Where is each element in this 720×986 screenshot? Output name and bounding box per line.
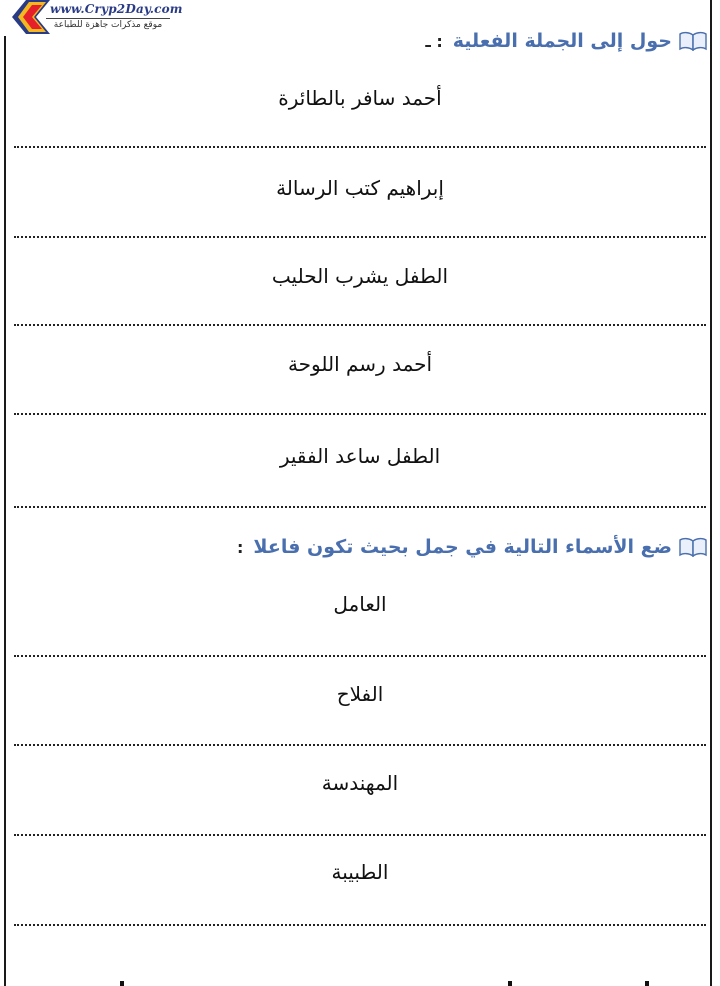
answer-line-1[interactable] bbox=[14, 146, 706, 148]
open-book-icon bbox=[678, 537, 708, 557]
section2-item-1: العامل bbox=[333, 592, 387, 616]
answer-line-2[interactable] bbox=[14, 236, 706, 238]
section2-heading bbox=[237, 536, 708, 558]
answer-line-6[interactable] bbox=[14, 655, 706, 657]
site-logo[interactable] bbox=[0, 0, 200, 36]
section1-title: حول إلى الجملة الفعلية bbox=[452, 30, 672, 52]
section1-item-3: الطفل يشرب الحليب bbox=[271, 264, 449, 288]
bottom-cutoff-marks bbox=[0, 980, 720, 986]
section1-item-2: إبراهيم كتب الرسالة bbox=[276, 176, 444, 200]
bottom-mark bbox=[508, 981, 512, 986]
open-book-icon bbox=[678, 31, 708, 51]
section1-item-5: الطفل ساعد الفقير bbox=[279, 444, 441, 468]
answer-line-3[interactable] bbox=[14, 324, 706, 326]
answer-line-4[interactable] bbox=[14, 413, 706, 415]
answer-line-5[interactable] bbox=[14, 506, 706, 508]
section2-title: ضع الأسماء التالية في جمل بحيث تكون فاعلا bbox=[253, 536, 672, 558]
answer-line-7[interactable] bbox=[14, 744, 706, 746]
section2-item-4: الطبيبة bbox=[331, 860, 389, 884]
section1-suffix: : ـ bbox=[425, 31, 443, 51]
section2-suffix: : bbox=[237, 537, 244, 557]
answer-line-8[interactable] bbox=[14, 834, 706, 836]
bottom-mark bbox=[120, 981, 124, 986]
section1-item-4: أحمد رسم اللوحة bbox=[287, 352, 433, 376]
logo-url: www.Cryp2Day.com bbox=[50, 2, 183, 16]
section1-item-1: أحمد سافر بالطائرة bbox=[278, 86, 442, 110]
bottom-mark bbox=[645, 981, 649, 986]
section2-item-2: الفلاح bbox=[336, 682, 384, 706]
section1-heading bbox=[425, 30, 708, 52]
logo-tagline: موقع مذكرات جاهزة للطباعة bbox=[46, 18, 170, 30]
section2-item-3: المهندسة bbox=[321, 771, 399, 795]
answer-line-9[interactable] bbox=[14, 924, 706, 926]
